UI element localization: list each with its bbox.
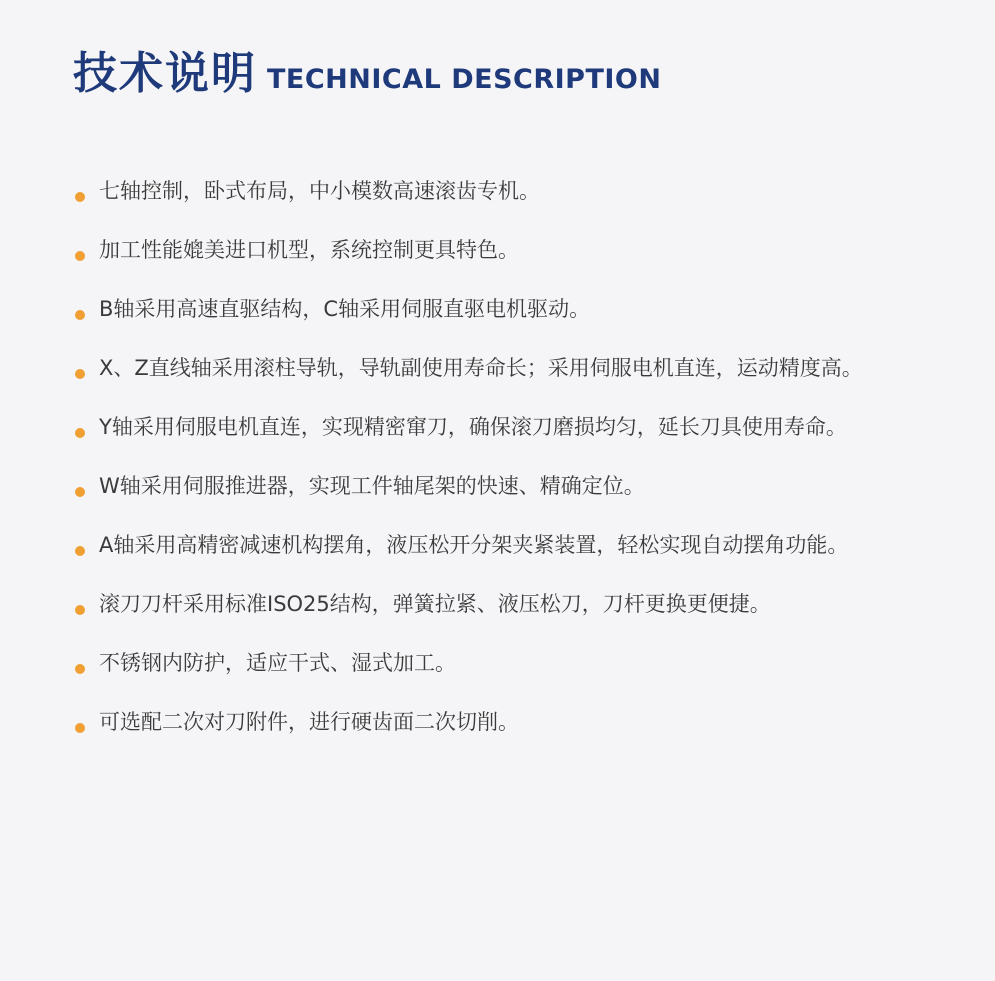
list-item: [72, 693, 922, 752]
list-item-text: Y轴采用伺服电机直连，实现精密窜刀，确保滚刀磨损均匀，延长刀具使用寿命。: [99, 415, 847, 439]
list-item-text: 可选配二次对刀附件，进行硬齿面二次切削。: [99, 710, 519, 734]
bullet-dot-icon: [75, 192, 85, 202]
list-item-text: X、Z直线轴采用滚柱导轨，导轨副使用寿命长；采用伺服电机直连，运动精度高。: [99, 356, 863, 380]
bullet-dot-icon: [75, 605, 85, 615]
list-item: [72, 398, 922, 457]
bullet-dot-icon: [75, 664, 85, 674]
list-item: [72, 457, 922, 516]
bullet-dot-icon: [75, 723, 85, 733]
technical-description-list: [72, 162, 922, 752]
page-header: [73, 48, 662, 99]
bullet-dot-icon: [75, 369, 85, 379]
bullet-dot-icon: [75, 428, 85, 438]
list-item: [72, 516, 922, 575]
list-item: [72, 162, 922, 221]
list-item-text: B轴采用高速直驱结构，C轴采用伺服直驱电机驱动。: [99, 297, 591, 321]
list-item: [72, 339, 922, 398]
list-item-text: A轴采用高精密减速机构摆角，液压松开分架夹紧装置，轻松实现自动摆角功能。: [99, 533, 849, 557]
list-item: [72, 575, 922, 634]
list-item-text: W轴采用伺服推进器，实现工件轴尾架的快速、精确定位。: [99, 474, 645, 498]
page-title-english: TECHNICAL DESCRIPTION: [267, 64, 662, 95]
list-item-text: 不锈钢内防护，适应干式、湿式加工。: [99, 651, 456, 675]
list-item-text: 七轴控制，卧式布局，中小模数高速滚齿专机。: [99, 179, 540, 203]
list-item: [72, 280, 922, 339]
list-item: [72, 634, 922, 693]
page-title-chinese: 技术说明: [73, 48, 257, 99]
bullet-dot-icon: [75, 310, 85, 320]
list-item: [72, 221, 922, 280]
bullet-dot-icon: [75, 546, 85, 556]
list-item-text: 加工性能媲美进口机型，系统控制更具特色。: [99, 238, 519, 262]
bullet-dot-icon: [75, 251, 85, 261]
bullet-dot-icon: [75, 487, 85, 497]
list-item-text: 滚刀刀杆采用标准ISO25结构，弹簧拉紧、液压松刀，刀杆更换更便捷。: [99, 592, 771, 616]
